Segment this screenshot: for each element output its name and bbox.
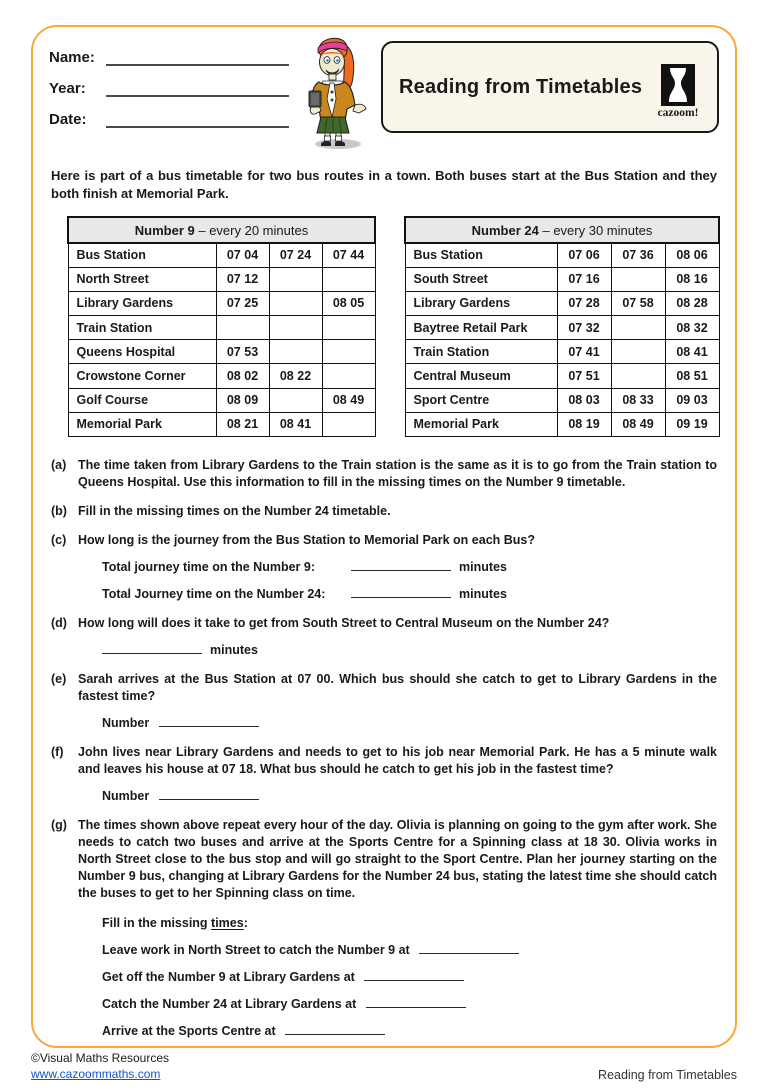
empty-time-cell <box>322 412 375 436</box>
time-cell: 08 03 <box>557 388 611 412</box>
time-cell: 07 25 <box>216 291 269 315</box>
timetable-number-9 <box>67 216 376 437</box>
time-cell: 08 49 <box>322 388 375 412</box>
answer-blank <box>351 558 451 571</box>
stop-name-cell: Baytree Retail Park <box>405 316 557 340</box>
time-cell: 07 24 <box>269 243 322 267</box>
time-cell: 08 16 <box>665 267 719 291</box>
question-d <box>51 615 717 659</box>
time-cell: 08 49 <box>611 412 665 436</box>
time-cell: 08 33 <box>611 388 665 412</box>
timetable-row <box>405 388 719 412</box>
empty-time-cell <box>611 340 665 364</box>
time-cell: 07 53 <box>216 340 269 364</box>
question-e <box>51 671 717 732</box>
empty-time-cell <box>611 316 665 340</box>
question-label: (a) <box>51 458 67 472</box>
intro-text: Here is part of a bus timetable for two bus routes in a town. Both buses start at the Bus Station and they both finish at Memorial Park. <box>51 168 717 201</box>
answer-line-prefix: Number <box>102 789 153 803</box>
question-label: (d) <box>51 616 67 630</box>
time-cell: 07 16 <box>557 267 611 291</box>
time-cell: 07 32 <box>557 316 611 340</box>
fill-in-heading-text: times <box>211 916 244 930</box>
answer-line-prefix: Total Journey time on the Number 24: <box>102 587 326 601</box>
answer-line-prefix: Total journey time on the Number 9: <box>102 560 315 574</box>
question-label: (f) <box>51 745 64 759</box>
date-field <box>49 111 289 128</box>
question-label: (b) <box>51 504 67 518</box>
questions <box>49 457 719 1040</box>
answer-line <box>102 968 717 986</box>
timetable-row <box>405 267 719 291</box>
question-text: The time taken from Library Gardens to the Train station is the same as it is to go from the Train station to Queens Hospital. Use this information to fill in the missing times on the Number 9 timetable. <box>78 458 717 489</box>
question-text: John lives near Library Gardens and needs to get to his job near Memorial Park. He has a 5 minute walk and leaves his house at 07 18. What bus should he catch to get his job in the fastest time? <box>78 745 717 776</box>
timetable-row <box>68 412 375 436</box>
empty-time-cell <box>269 316 322 340</box>
empty-time-cell <box>269 388 322 412</box>
answer-line <box>102 641 717 659</box>
answer-line <box>102 558 717 576</box>
time-cell: 07 04 <box>216 243 269 267</box>
header <box>49 41 719 151</box>
stop-name-cell: North Street <box>68 267 216 291</box>
empty-time-cell <box>322 340 375 364</box>
cazoom-logo <box>649 56 707 119</box>
time-cell: 08 28 <box>665 291 719 315</box>
footer-worksheet-name: Reading from Timetables <box>598 1068 737 1082</box>
timetable-row <box>68 267 375 291</box>
time-cell: 08 41 <box>269 412 322 436</box>
question-g <box>51 817 717 1040</box>
time-cell: 07 51 <box>557 364 611 388</box>
time-cell: 08 41 <box>665 340 719 364</box>
copyright-text: ©Visual Maths Resources <box>31 1051 170 1065</box>
answer-line <box>102 1022 717 1040</box>
answer-line-prefix: Catch the Number 24 at Library Gardens at <box>102 997 360 1011</box>
stop-name-cell: Bus Station <box>68 243 216 267</box>
footer-credits <box>31 1051 169 1082</box>
empty-time-cell <box>322 364 375 388</box>
answer-line <box>102 787 717 805</box>
answer-blank <box>159 787 259 800</box>
time-cell: 07 41 <box>557 340 611 364</box>
worksheet-border-frame <box>31 25 737 1048</box>
question-label: (e) <box>51 672 67 686</box>
timetables <box>49 216 719 437</box>
empty-time-cell <box>611 267 665 291</box>
time-cell: 07 06 <box>557 243 611 267</box>
cazoom-vase-icon <box>661 64 695 106</box>
question-label: (c) <box>51 533 67 547</box>
time-cell: 08 22 <box>269 364 322 388</box>
date-answer-line <box>106 113 289 128</box>
time-cell: 08 51 <box>665 364 719 388</box>
empty-time-cell <box>269 340 322 364</box>
stop-name-cell: Crowstone Corner <box>68 364 216 388</box>
stop-name-cell: Central Museum <box>405 364 557 388</box>
time-cell: 07 36 <box>611 243 665 267</box>
empty-time-cell <box>269 267 322 291</box>
answer-line-suffix: minutes <box>210 643 258 657</box>
answer-line-suffix: minutes <box>459 560 507 574</box>
stop-name-cell: Memorial Park <box>405 412 557 436</box>
timetable-24-header: Number 24 – every 30 minutes <box>405 217 719 243</box>
timetable-row <box>68 316 375 340</box>
stop-name-cell: Train Station <box>405 340 557 364</box>
question-a <box>51 457 717 491</box>
stop-name-cell: Memorial Park <box>68 412 216 436</box>
answer-line-prefix: Arrive at the Sports Centre at <box>102 1024 280 1038</box>
empty-time-cell <box>611 364 665 388</box>
stop-name-cell: Train Station <box>68 316 216 340</box>
time-cell: 07 12 <box>216 267 269 291</box>
timetable-row <box>68 388 375 412</box>
time-cell: 08 19 <box>557 412 611 436</box>
time-cell: 08 21 <box>216 412 269 436</box>
year-label: Year: <box>49 80 86 97</box>
timetable-row <box>405 243 719 267</box>
answer-line <box>102 585 717 603</box>
timetable-row <box>405 316 719 340</box>
answer-line-prefix: Number <box>102 716 153 730</box>
fill-in-heading-text: : <box>243 916 248 930</box>
name-label: Name: <box>49 49 95 66</box>
answer-blank <box>419 941 519 954</box>
time-cell: 08 06 <box>665 243 719 267</box>
answer-blank <box>102 641 202 654</box>
timetable-row <box>405 364 719 388</box>
answer-blank <box>351 585 451 598</box>
year-answer-line <box>106 82 289 97</box>
stop-name-cell: South Street <box>405 267 557 291</box>
question-text: Fill in the missing times on the Number 24 timetable. <box>78 504 391 518</box>
question-text: The times shown above repeat every hour of the day. Olivia is planning on going to the gym after work. She needs to catch two buses and arrive at the Sports Centre for a Spinning class at 18 30. Olivia works in North Street close to the bus stop and will go straight to the Sport Centre. Plan her journey starting on the Number 9 bus, changing at Library Gardens for the Number 24 bus, stating the latest time she should catch the buses to get to her Spinning class on time. <box>78 818 717 900</box>
empty-time-cell <box>322 267 375 291</box>
stop-name-cell: Bus Station <box>405 243 557 267</box>
stop-name-cell: Sport Centre <box>405 388 557 412</box>
time-cell: 09 19 <box>665 412 719 436</box>
answer-line-prefix: Get off the Number 9 at Library Gardens at <box>102 970 359 984</box>
student-id-fields <box>49 41 289 142</box>
timetable-row <box>68 340 375 364</box>
empty-time-cell <box>216 316 269 340</box>
footer <box>31 1051 737 1082</box>
answer-line <box>102 714 717 732</box>
answer-line <box>102 995 717 1013</box>
answer-line <box>102 941 717 959</box>
question-label: (g) <box>51 818 67 832</box>
timetable-row <box>405 412 719 436</box>
stop-name-cell: Library Gardens <box>68 291 216 315</box>
answer-blank <box>364 968 464 981</box>
year-field <box>49 80 289 97</box>
time-cell: 08 09 <box>216 388 269 412</box>
question-f <box>51 744 717 805</box>
stop-name-cell: Queens Hospital <box>68 340 216 364</box>
student-girl-illustration <box>293 29 373 151</box>
time-cell: 07 58 <box>611 291 665 315</box>
timetable-9-header: Number 9 – every 20 minutes <box>68 217 375 243</box>
time-cell: 08 02 <box>216 364 269 388</box>
question-text: How long is the journey from the Bus Station to Memorial Park on each Bus? <box>78 533 536 547</box>
time-cell: 07 28 <box>557 291 611 315</box>
title-box <box>381 41 719 133</box>
stop-name-cell: Golf Course <box>68 388 216 412</box>
stop-name-cell: Library Gardens <box>405 291 557 315</box>
cazoommaths-link[interactable]: www.cazoommaths.com <box>31 1066 161 1081</box>
timetable-row <box>68 291 375 315</box>
question-text: How long will does it take to get from South Street to Central Museum on the Number 24? <box>78 616 610 630</box>
time-cell: 08 05 <box>322 291 375 315</box>
date-label: Date: <box>49 111 87 128</box>
empty-time-cell <box>322 316 375 340</box>
question-b <box>51 503 717 520</box>
cazoom-logo-text: cazoom! <box>657 106 699 119</box>
question-c <box>51 532 717 603</box>
time-cell: 09 03 <box>665 388 719 412</box>
timetable-number-24 <box>404 216 720 437</box>
page-title: Reading from Timetables <box>399 75 643 98</box>
answer-blank <box>285 1022 385 1035</box>
question-text: Sarah arrives at the Bus Station at 07 00. Which bus should she catch to get to Library Gardens in the fastest time? <box>78 672 717 703</box>
answer-line-suffix: minutes <box>459 587 507 601</box>
time-cell: 08 32 <box>665 316 719 340</box>
answer-blank <box>159 714 259 727</box>
timetable-row <box>405 291 719 315</box>
fill-in-heading <box>102 915 717 932</box>
name-answer-line <box>106 51 289 66</box>
empty-time-cell <box>269 291 322 315</box>
answer-blank <box>366 995 466 1008</box>
timetable-row <box>68 243 375 267</box>
timetable-row <box>68 364 375 388</box>
timetable-row <box>405 340 719 364</box>
answer-line-prefix: Leave work in North Street to catch the Number 9 at <box>102 943 414 957</box>
fill-in-heading-text: Fill in the missing <box>102 916 212 930</box>
name-field <box>49 49 289 66</box>
time-cell: 07 44 <box>322 243 375 267</box>
